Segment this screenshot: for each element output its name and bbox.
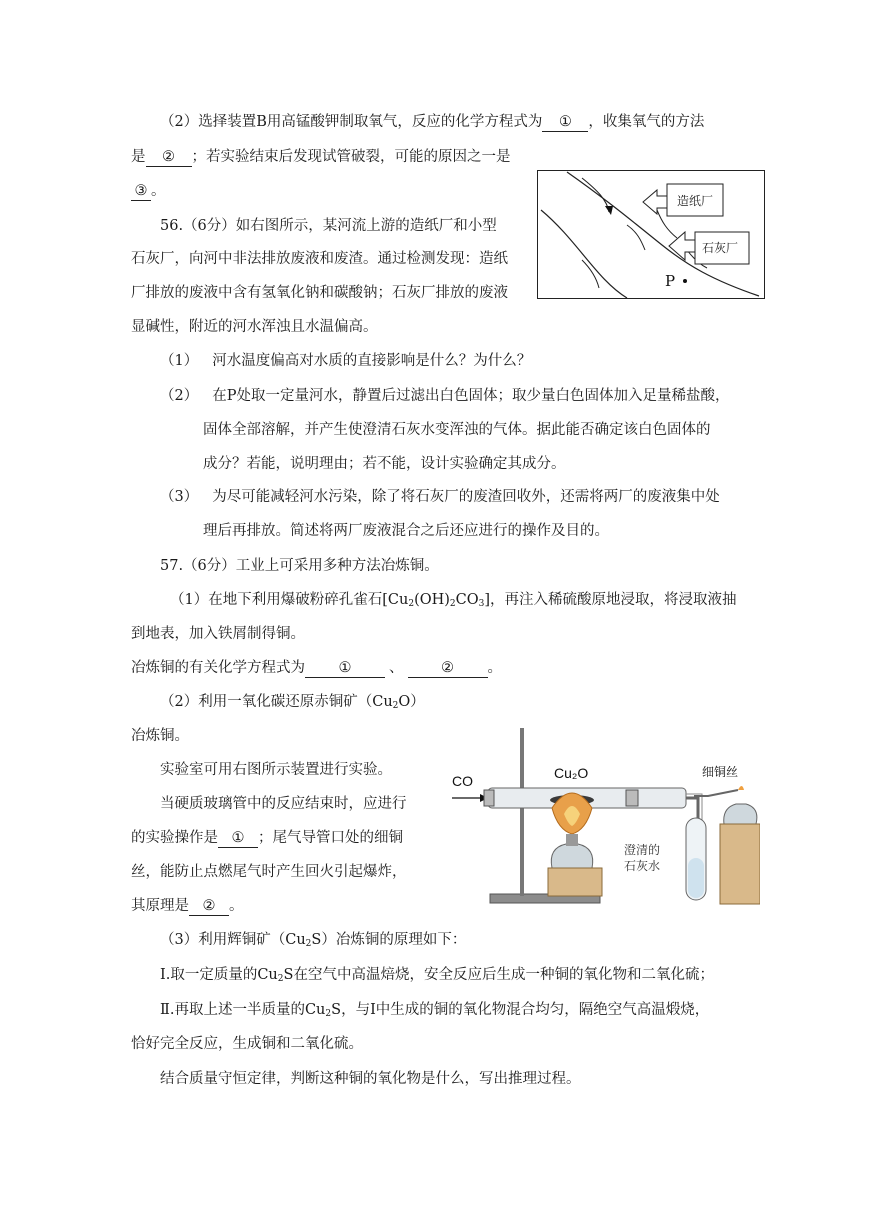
q56-sub2 bbox=[160, 386, 730, 406]
answer-blank[interactable]: ① bbox=[305, 659, 385, 678]
answer-blank[interactable]: ① bbox=[218, 829, 258, 848]
q57-part1 bbox=[170, 590, 737, 614]
cu2o-label: Cu₂O bbox=[554, 765, 589, 781]
q57-text: 其原理是 bbox=[131, 898, 189, 914]
limewater-label-2: 石灰水 bbox=[624, 859, 661, 873]
q57-part2-line4: 当硬质玻璃管中的反应结束时，应进行 bbox=[160, 796, 407, 812]
q57-step2 bbox=[160, 1000, 709, 1024]
q57-text: S，与Ⅰ中生成的铜的氧化物混合均匀，隔绝空气高温煅烧， bbox=[331, 1002, 710, 1018]
q56-intro-2: 石灰厂，向河中非法排放废液和废渣。通过检测发现：造纸 bbox=[131, 251, 508, 267]
q56-sub3-cont: 理后再排放。简述将两厂废液混合之后还应进行的操作及目的。 bbox=[203, 523, 609, 539]
q56-sub2-cont-2: 成分？若能，说明理由；若不能，设计实验确定其成分。 bbox=[203, 456, 566, 472]
limewater-label-1: 澄清的 bbox=[624, 843, 661, 857]
q57-text: Ⅰ.取一定质量的Cu bbox=[160, 967, 278, 983]
copper-wire-label: 细铜丝 bbox=[702, 765, 739, 779]
q57-text: ]，再注入稀硫酸原地浸取，将浸取液抽 bbox=[484, 592, 737, 608]
q55-line3 bbox=[131, 181, 166, 201]
answer-blank[interactable]: ① bbox=[542, 113, 588, 132]
q56-intro-3: 厂排放的废液中含有氢氧化钠和碳酸钠；石灰厂排放的废液 bbox=[131, 285, 508, 301]
q56-intro-1: 56.（6分）如右图所示，某河流上游的造纸厂和小型 bbox=[160, 218, 497, 234]
sub-number: （1） bbox=[160, 353, 199, 369]
q56-sub3 bbox=[160, 487, 720, 507]
subscript: 2 bbox=[408, 599, 415, 609]
q57-text: S）冶炼铜的原理如下： bbox=[311, 932, 467, 948]
q57-step2-cont: 恰好完全反应，生成铜和二氧化硫。 bbox=[131, 1036, 363, 1052]
q57-text: S在空气中高温焙烧，安全反应后生成一种铜的氧化物和二氧化硫； bbox=[283, 967, 714, 983]
q57-part2-line5 bbox=[131, 828, 403, 848]
q57-equation-line bbox=[131, 658, 502, 678]
q57-text: （3）利用辉铜矿（Cu bbox=[160, 932, 306, 948]
sub-text: 河水温度偏高对水质的直接影响是什么？为什么？ bbox=[212, 353, 532, 369]
q57-part2-line2: 冶炼铜。 bbox=[131, 728, 189, 744]
q57-text: 。 bbox=[229, 898, 244, 914]
sub-text: 为尽可能减轻河水污染，除了将石灰厂的废渣回收外，还需将两厂的废液集中处 bbox=[212, 489, 720, 505]
q55-line1 bbox=[160, 112, 704, 132]
q57-text: (OH) bbox=[414, 592, 450, 608]
q57-text: 、 bbox=[389, 660, 404, 676]
q57-part1-cont: 到地表，加入铁屑制得铜。 bbox=[131, 626, 305, 642]
q55-text: ，收集氧气的方法 bbox=[588, 114, 705, 130]
subscript: 2 bbox=[277, 974, 284, 984]
q57-text: 。 bbox=[487, 660, 502, 676]
q57-part2-line7 bbox=[131, 896, 244, 916]
paper-factory-label: 造纸厂 bbox=[677, 194, 714, 208]
q57-text: ；尾气导管口处的细铜 bbox=[258, 830, 403, 846]
stand-rod bbox=[520, 728, 524, 896]
sub-text: 在P处取一定量河水，静置后过滤出白色固体；取少量白色固体加入足量稀盐酸， bbox=[212, 388, 730, 404]
q57-text: 的实验操作是 bbox=[131, 830, 218, 846]
point-p-label: P bbox=[665, 272, 676, 290]
q56-sub2-cont-1: 固体全部溶解，并产生使澄清石灰水变浑浊的气体。据此能否确定该白色固体的 bbox=[203, 422, 711, 438]
q57-part2 bbox=[160, 692, 425, 716]
wood-block bbox=[548, 868, 602, 896]
apparatus-figure bbox=[448, 718, 760, 910]
answer-blank[interactable]: ② bbox=[189, 897, 229, 916]
q57-text: CO bbox=[455, 592, 479, 608]
subscript: 2 bbox=[305, 939, 312, 949]
q56-intro-4: 显碱性，附近的河水浑浊且水温偏高。 bbox=[131, 319, 378, 335]
q57-text: （2）利用一氧化碳还原赤铜矿（Cu bbox=[160, 694, 393, 710]
q56-sub1 bbox=[160, 351, 531, 371]
q57-part2-line6: 丝，能防止点燃尾气时产生回火引起爆炸， bbox=[131, 864, 407, 880]
sub-number: （3） bbox=[160, 489, 199, 505]
subscript: 2 bbox=[392, 701, 399, 711]
q57-intro: 57.（6分）工业上可采用多种方法冶炼铜。 bbox=[160, 558, 439, 574]
q57-text: （1）在地下利用爆破粉碎孔雀石[Cu bbox=[170, 592, 409, 608]
sub-number: （2） bbox=[160, 388, 199, 404]
subscript: 3 bbox=[478, 599, 485, 609]
q57-conclusion: 结合质量守恒定律，判断这种铜的氧化物是什么，写出推理过程。 bbox=[160, 1071, 581, 1087]
q55-text: 是 bbox=[131, 149, 146, 165]
river-map-figure bbox=[537, 170, 765, 300]
alcohol-lamp bbox=[551, 844, 592, 868]
q57-text: O） bbox=[398, 694, 425, 710]
answer-blank[interactable]: ② bbox=[408, 659, 488, 678]
q57-text: 冶炼铜的有关化学方程式为 bbox=[131, 660, 305, 676]
lime-factory-label: 石灰厂 bbox=[702, 241, 739, 255]
q55-line2 bbox=[131, 147, 511, 167]
q57-step1 bbox=[160, 965, 714, 989]
subscript: 2 bbox=[325, 1009, 332, 1019]
answer-blank[interactable]: ③ bbox=[131, 182, 151, 201]
q57-part2-line3: 实验室可用右图所示装置进行实验。 bbox=[160, 762, 392, 778]
subscript: 2 bbox=[449, 599, 456, 609]
q55-text: 。 bbox=[151, 183, 166, 199]
answer-blank[interactable]: ② bbox=[146, 148, 192, 167]
right-wood-block bbox=[720, 824, 760, 904]
q55-text: ；若实验结束后发现试管破裂，可能的原因之一是 bbox=[191, 149, 511, 165]
q57-text: Ⅱ.再取上述一半质量的Cu bbox=[160, 1002, 326, 1018]
q55-text: （2）选择装置B用高锰酸钾制取氧气，反应的化学方程式为 bbox=[160, 114, 543, 130]
point-p-marker bbox=[683, 279, 687, 283]
q57-part3 bbox=[160, 930, 466, 954]
co-label: CO bbox=[452, 773, 473, 789]
